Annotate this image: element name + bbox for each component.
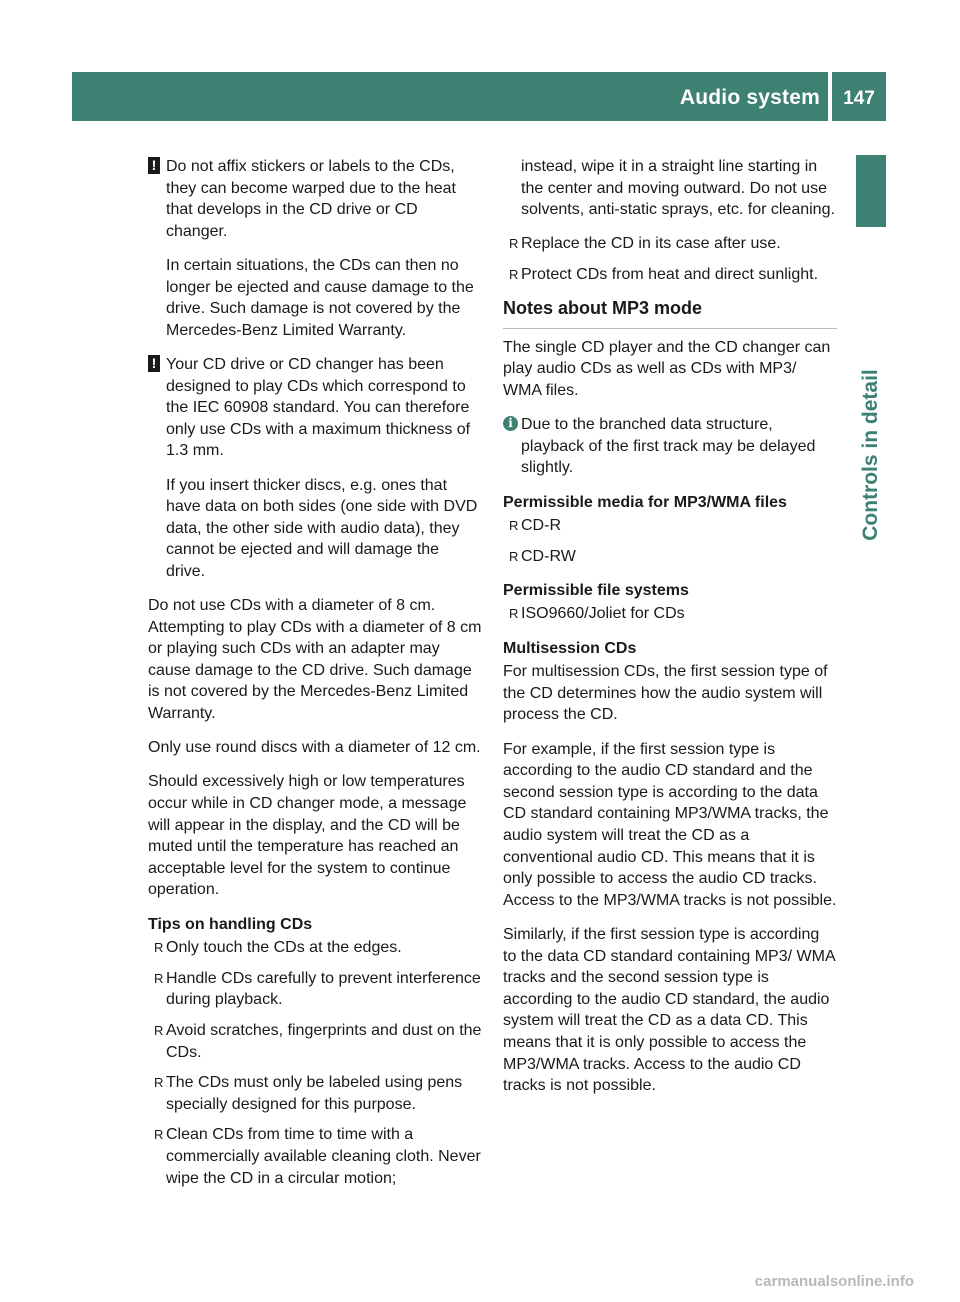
- list-item: R Handle CDs carefully to prevent interference during playback.: [148, 968, 482, 1011]
- exclamation-icon: !: [148, 355, 160, 372]
- tips-list: [148, 937, 482, 1189]
- page-number: 147: [843, 88, 875, 109]
- section-heading: Notes about MP3 mode: [503, 298, 837, 329]
- warning-text: Your CD drive or CD changer has been designed to play CDs which correspond to the IEC 60908 standard. You can therefore only use CDs with a maximum thickness of 1.3 mm.: [166, 355, 471, 460]
- tips-heading: Tips on handling CDs: [148, 915, 313, 933]
- list-item: R Replace the CD in its case after use.: [503, 233, 837, 255]
- paragraph: For example, if the first session type is according to the audio CD standard and the second session type is according to the data CD standard containing MP3/WMA tracks, the audio system will treat the CD as a conventional audio CD. This means that it is only possible to access the audio CD tracks. Access to the MP3/WMA tracks is not possible.: [503, 740, 837, 909]
- file-systems-list: [503, 603, 837, 625]
- paragraph: Similarly, if the first session type is according to the data CD standard containing MP3/ WMA tracks and the second session type is according to the audio CD standard, the audio system will treat the CD as a data CD. This means that it is only possible to access the MP3/WMA tracks. Access to the audio CD tracks is not possible.: [503, 925, 835, 1095]
- exclamation-icon: !: [148, 157, 160, 174]
- list-item: R Only touch the CDs at the edges.: [148, 937, 482, 959]
- paragraph: Do not use CDs with a diameter of 8 cm. Attempting to play CDs with a diameter of 8 cm or playing such CDs with an adapter may cause damage to the CD drive. Such damage is not covered by the Mercedes-Benz Limited Warranty.: [148, 597, 482, 723]
- paragraph: For multisession CDs, the first session type of the CD determines how the audio system will process the CD.: [503, 663, 828, 724]
- page-title: Audio system: [679, 86, 820, 109]
- file-systems-heading: Permissible file systems: [503, 581, 689, 599]
- warning-text: Do not affix stickers or labels to the CDs, they can become warped due to the heat that develops in the CD drive or CD changer.: [166, 158, 456, 240]
- right-column: [503, 156, 837, 1109]
- section-side-label: Controls in detail: [859, 369, 882, 541]
- paragraph: Only use round discs with a diameter of 12 cm.: [148, 739, 481, 757]
- list-item: R Protect CDs from heat and direct sunlight.: [503, 264, 837, 286]
- list-item: R ISO9660/Joliet for CDs: [503, 603, 837, 625]
- warning-note: [148, 354, 482, 462]
- warning-text-continued: In certain situations, the CDs can then no longer be ejected and cause damage to the drive. Such damage is not covered by the Mercedes-Benz Limited Warranty.: [166, 256, 474, 339]
- list-item: R The CDs must only be labeled using pens specially designed for this purpose.: [148, 1072, 482, 1115]
- left-column: [148, 156, 482, 1202]
- list-item: R Avoid scratches, fingerprints and dust on the CDs.: [148, 1020, 482, 1063]
- section-tab: [856, 155, 886, 227]
- warning-note: [148, 156, 482, 242]
- media-heading: Permissible media for MP3/WMA files: [503, 493, 787, 511]
- tips-list-continued: [503, 233, 837, 285]
- warning-text-continued: If you insert thicker discs, e.g. ones that have data on both sides (one side with DVD data, the other side with audio data), they cannot be ejected and will damage the drive.: [166, 476, 478, 580]
- paragraph: The single CD player and the CD changer can play audio CDs as well as CDs with MP3/ WMA files.: [503, 338, 831, 399]
- info-text: Due to the branched data structure, playback of the first track may be delayed slightly.: [521, 416, 816, 477]
- list-item: R CD-R: [503, 515, 837, 537]
- info-note: [503, 414, 837, 479]
- list-item: R Clean CDs from time to time with a commercially available cleaning cloth. Never wipe the CD in a circular motion;: [148, 1124, 482, 1189]
- paragraph: Should excessively high or low temperatures occur while in CD changer mode, a message will appear in the display, and the CD will be muted until the temperature has reached an acceptable level for the system to continue operation.: [148, 773, 467, 899]
- footer-watermark: carmanualsonline.info: [754, 1273, 914, 1290]
- media-list: [503, 515, 837, 567]
- list-item-continued: instead, wipe it in a straight line starting in the center and moving outward. Do not use solvents, anti-static sprays, etc. for cleaning.: [521, 158, 835, 219]
- list-item: R CD-RW: [503, 546, 837, 568]
- multisession-heading: Multisession CDs: [503, 639, 637, 657]
- info-icon: i: [503, 416, 518, 431]
